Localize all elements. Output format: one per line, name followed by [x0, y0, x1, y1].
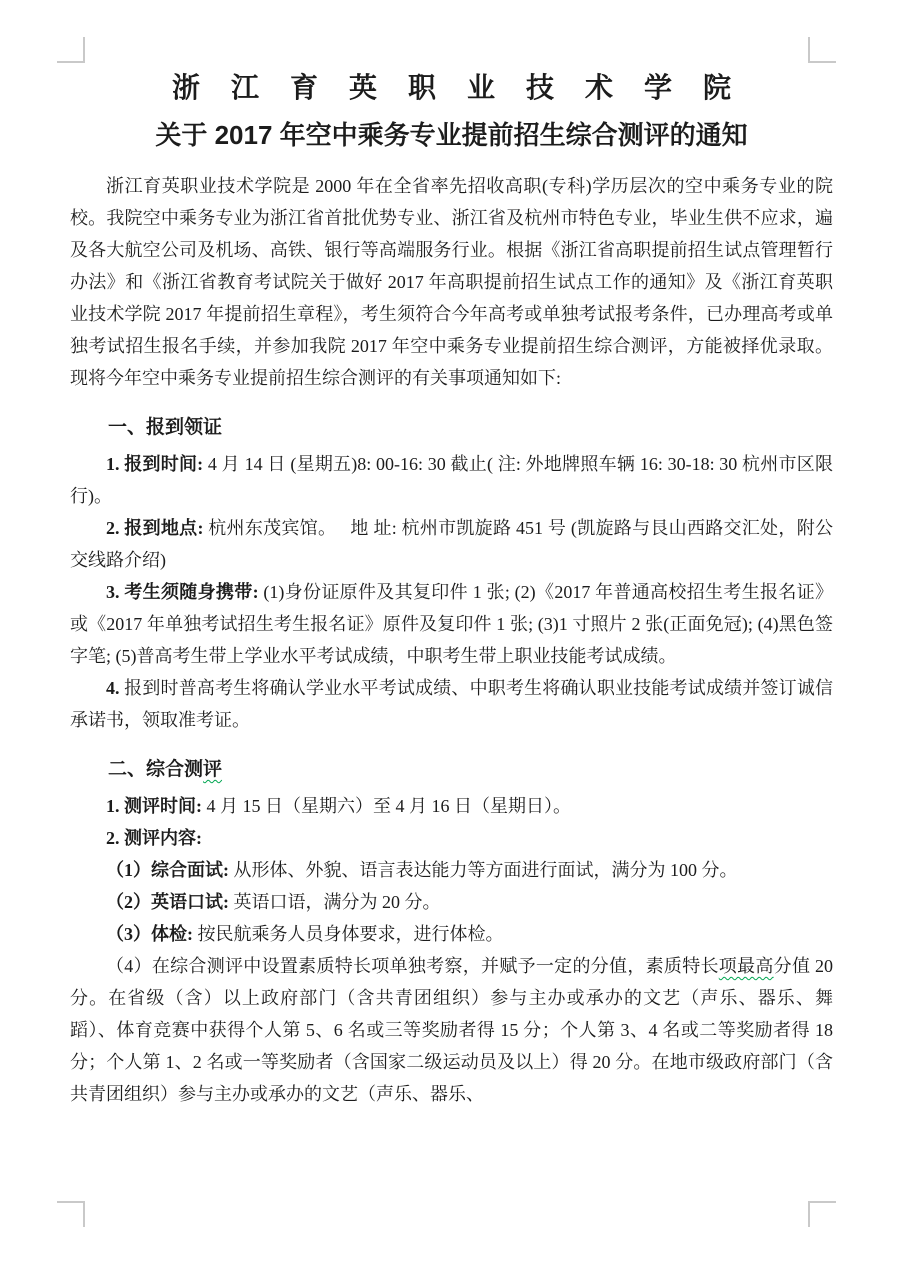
intro-paragraph: 浙江育英职业技术学院是 2000 年在全省率先招收高职(专科)学历层次的空中乘务专业的院校。我院空中乘务专业为浙江省首批优势专业、浙江省及杭州市特色专业，毕业生供不应求，遍及各大航空公司及机场、高铁、银行等高端服务行业。根据《浙江省高职提前招生试点管理暂行办法》和《浙江省教育考试院关于做好 2017 年高职提前招生试点工作的通知》及《浙江育英职业技术学院 2017 年提前招生章程》，考生须符合今年高考或单独考试报考条件，已办理高考或单独考试招生报名手续，并参加我院 2017 年空中乘务专业提前招生综合测评，方能被择优录取。现将今年空中乘务专业提前招生综合测评的有关事项通知如下:	[70, 176, 833, 388]
item-label: 3. 考生须随身携带:	[106, 582, 259, 602]
item-label: （1）综合面试:	[106, 860, 229, 880]
item-label: 2. 测评内容:	[106, 828, 202, 848]
subitem-physical-exam	[70, 918, 833, 950]
item-text: 英语口语，满分为 20 分。	[229, 892, 441, 912]
list-item-evaluation-content	[70, 822, 833, 854]
item-text: 按民航乘务人员身体要求，进行体检。	[193, 924, 504, 944]
item-text: 4 月 14 日 (星期五)8: 00-16: 30 截止( 注: 外地牌照车辆 16: 30-18: 30 杭州市区限行)。	[70, 454, 833, 506]
item-text: 从形体、外貌、语言表达能力等方面进行面试，满分为 100 分。	[229, 860, 738, 880]
crop-mark-bottom-left	[57, 1201, 85, 1227]
item-text: 杭州东茂宾馆。 地 址: 杭州市凯旋路 451 号 (凯旋路与艮山西路交汇处，附公交线路介绍)	[70, 518, 833, 570]
document-title: 浙 江 育 英 职 业 技 术 学 院	[171, 73, 743, 104]
subitem-special-talent	[70, 950, 833, 1110]
item-text: 4 月 15 日（星期六）至 4 月 16 日（星期日）。	[202, 796, 571, 816]
item-label: 2. 报到地点:	[106, 518, 204, 538]
item-label: 1. 测评时间:	[106, 796, 202, 816]
list-item-evaluation-time	[70, 790, 833, 822]
list-item-required-documents	[70, 576, 833, 672]
item-text: 分值 20 分。在省级（含）以上政府部门（含共青团组织）参与主办或承办的文艺（声乐、器乐、舞蹈）、体育竞赛中获得个人第 5、6 名或三等奖励者得 15 分；个人第 3、4 名或二等奖励者得 18 分；个人第 1、2 名或一等奖励者（含国家二级运动员及以上）得 20 分。在地市级政府部门（含共青团组织）参与主办或承办的文艺（声乐、器乐、	[70, 956, 834, 1104]
section-heading-registration: 一、报到领证	[108, 417, 223, 438]
crop-mark-bottom-right	[808, 1201, 836, 1227]
subitem-interview	[70, 854, 833, 886]
subitem-english-oral	[70, 886, 833, 918]
item-label: （2）英语口试:	[106, 892, 229, 912]
crop-mark-top-left	[57, 37, 85, 63]
item-label: （3）体检:	[106, 924, 193, 944]
document-subtitle: 关于 2017 年空中乘务专业提前招生综合测评的通知	[155, 120, 748, 150]
crop-mark-top-right	[808, 37, 836, 63]
item-label: 1. 报到时间:	[106, 454, 204, 474]
item-text: （4）在综合测评中设置素质特长项单独考察，并赋予一定的分值，素质特长	[106, 956, 719, 976]
list-item-registration-place	[70, 512, 833, 576]
item-text: (1)身份证原件及其复印件 1 张; (2)《2017 年普通高校招生考生报名证》或《2017 年单独考试招生考生报名证》原件及复印件 1 张; (3)1 寸照片 2 张(正面免冠); (4)黑色签字笔; (5)普高考生带上学业水平考试成绩，中职考生带上职业技能考试成绩。	[70, 582, 833, 666]
section-heading-evaluation	[70, 754, 833, 786]
item-text: 报到时普高考生将确认学业水平考试成绩、中职考生将确认职业技能考试成绩并签订诚信承诺书，领取准考证。	[70, 678, 833, 730]
list-item-registration-time	[70, 448, 833, 512]
heading-text: 二、综合测	[108, 759, 204, 780]
item-label: 4.	[106, 678, 120, 698]
spellcheck-flagged-text: 评	[203, 759, 223, 780]
list-item-confirmation	[70, 672, 833, 736]
spellcheck-flagged-text: 项最高	[718, 956, 774, 976]
